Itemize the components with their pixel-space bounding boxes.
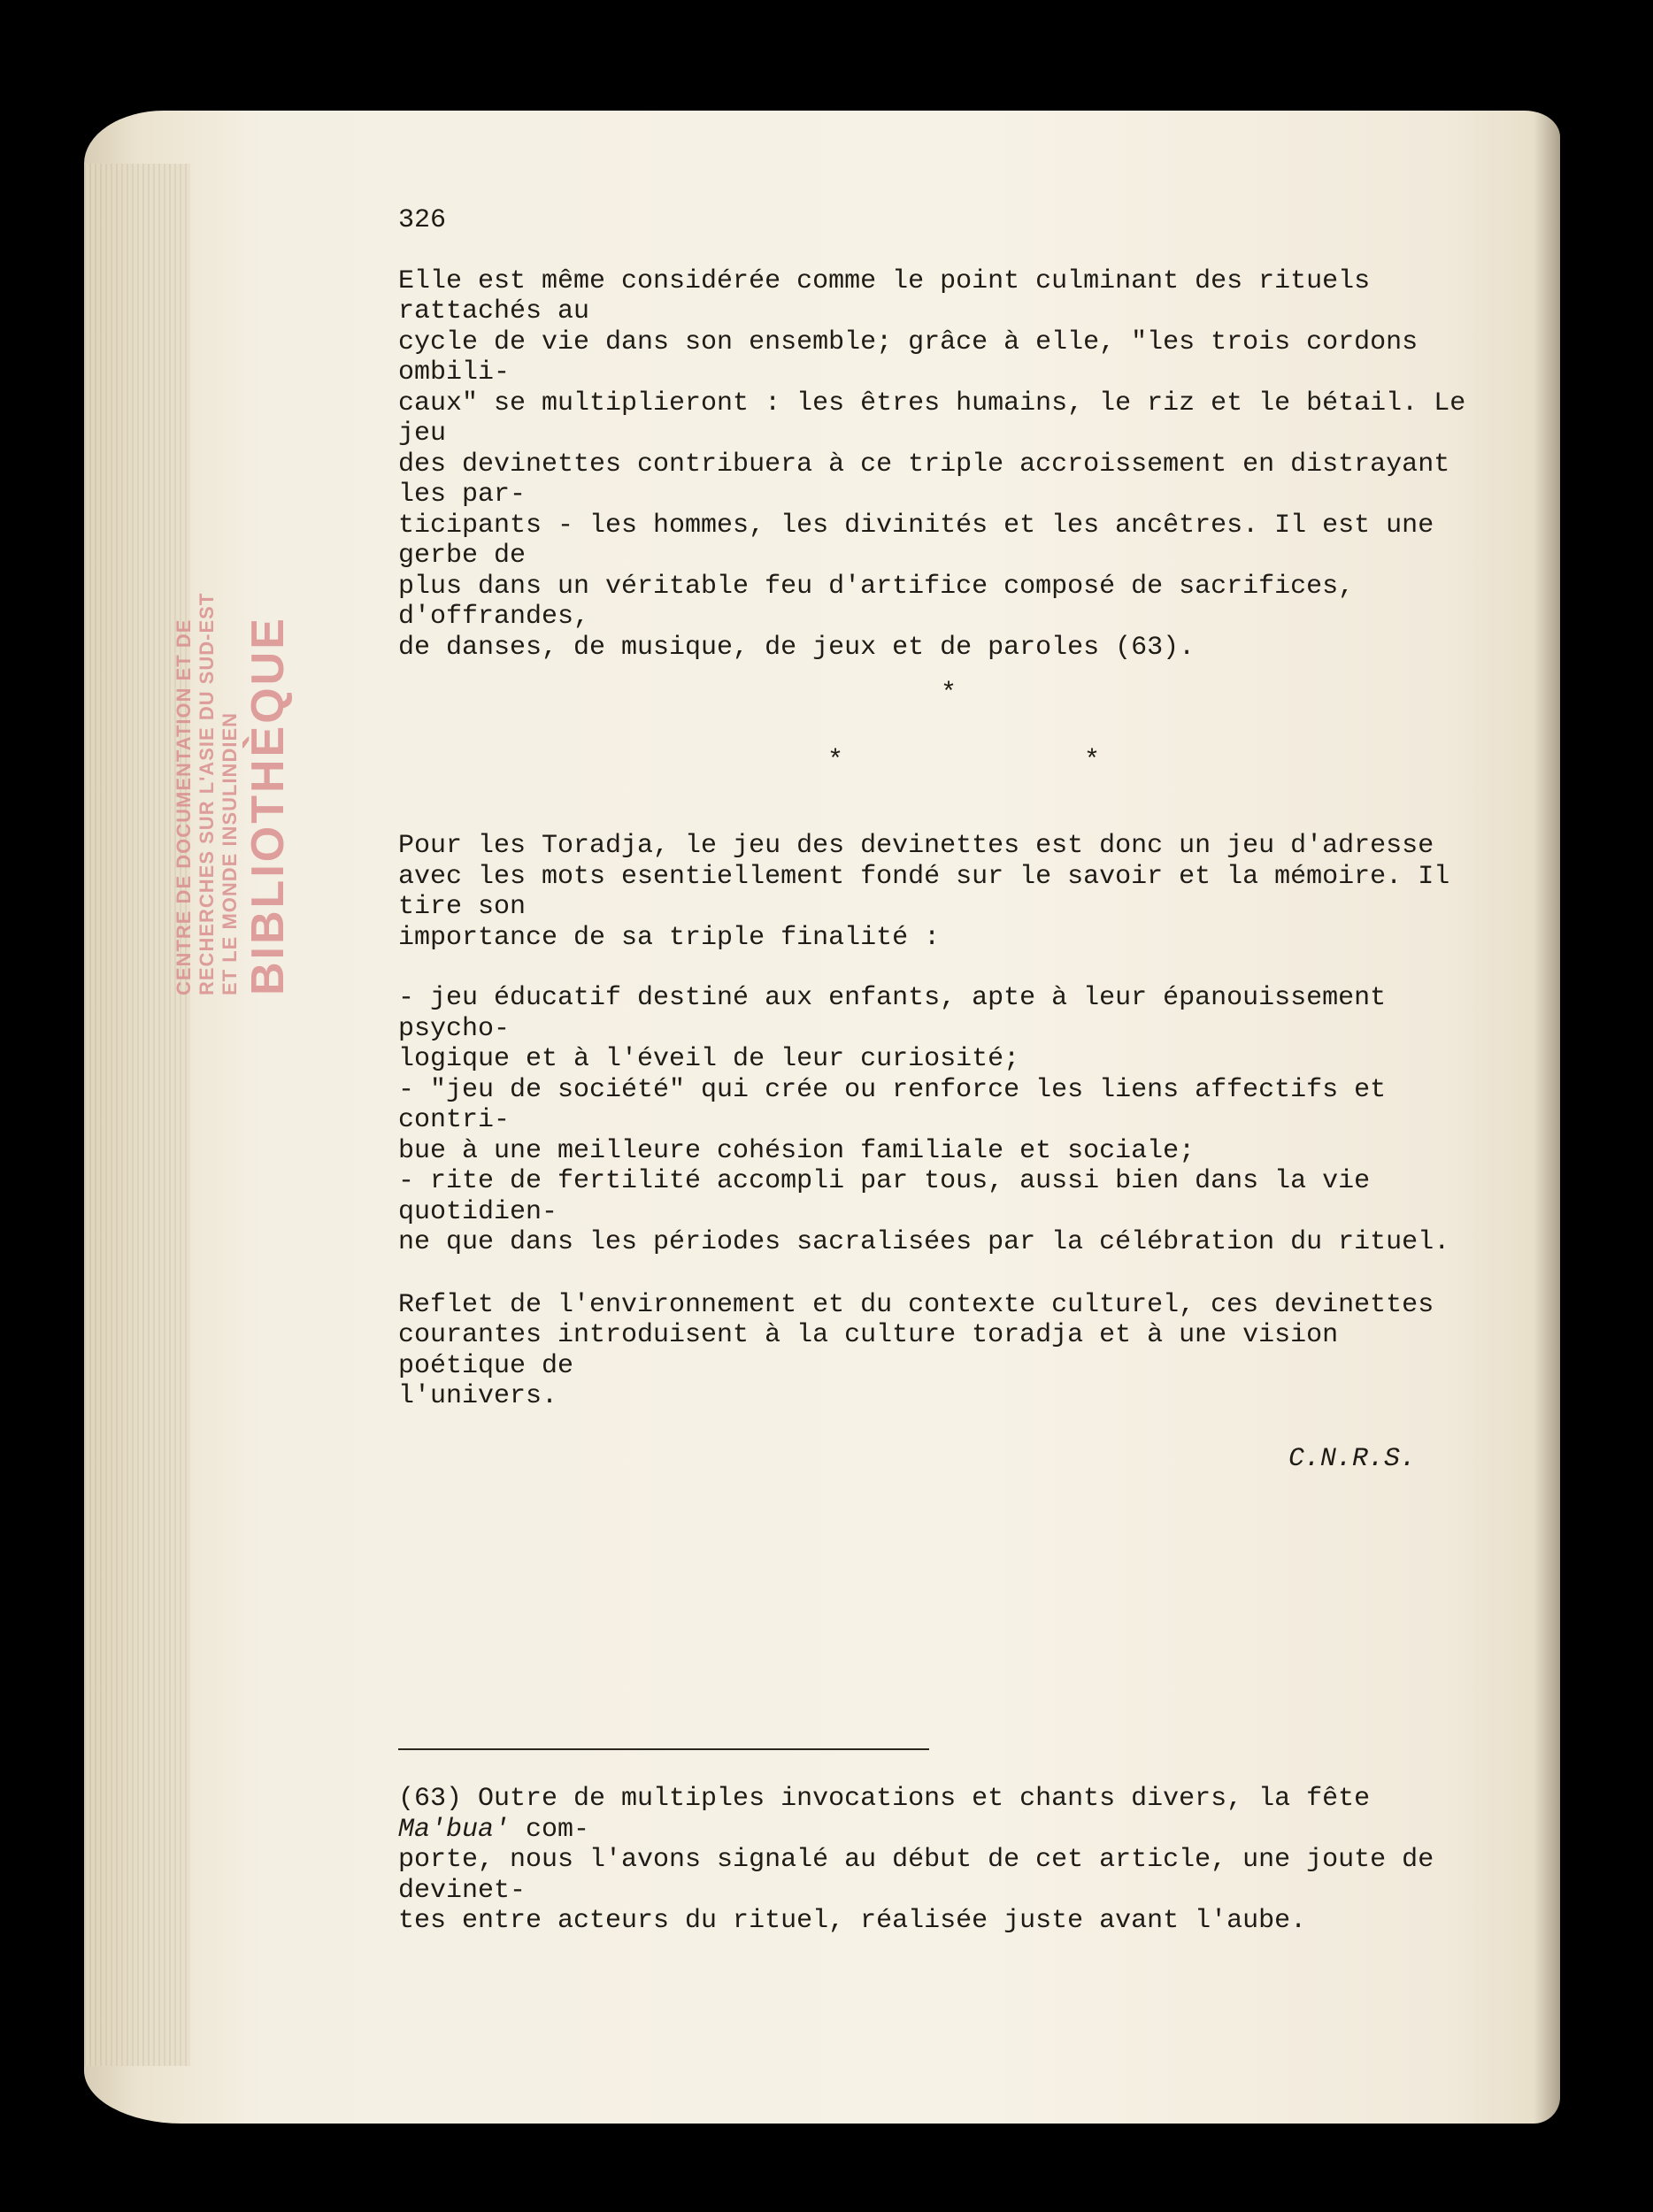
page-number: 326 [398, 205, 447, 235]
footnote-text-start: (63) Outre de multiples invocations et chants divers, la fête [398, 1784, 1371, 1814]
paragraph-toradja: Pour les Toradja, le jeu des devinettes est donc un jeu d'adresse avec les mots esentiellement fondé sur le savoir et la mémoire. Il tire son importance de sa triple finalité : [398, 831, 1450, 953]
paragraph-intro: Elle est même considérée comme le point culminant des rituels rattachés au cycle de vie dans son ensemble; grâce à elle, "les trois cordons ombili- caux" se multiplieront : les êtres humains, le riz et le bétail. Le jeu des devinettes contribuera à ce triple accroissement en distrayant les par- ticipants - les hommes, les divinités et les ancêtres. Il est une gerbe de plus dans un véritable feu d'artifice composé de sacrifices, d'offrandes, de danses, de musique, de jeux et de paroles (63). [398, 265, 1466, 663]
asterisk: * [827, 746, 844, 776]
footnote-63 [398, 1784, 1478, 1937]
stamp-line: CENTRE DE DOCUMENTATION ET DE [173, 618, 195, 995]
stamp-line: RECHERCHES SUR L'ASIE DU SUD-EST [196, 592, 218, 995]
stamp-line: ET LE MONDE INSULINDIEN [219, 711, 241, 995]
footnote-text-end: com- porte, nous l'avons signalé au début de cet article, une joute de devinet- tes entre acteurs du rituel, réalisée juste avant l'aube. [398, 1814, 1434, 1936]
right-edge-shadow [1534, 111, 1560, 2124]
asterisk: * [1084, 746, 1101, 776]
library-stamp [173, 535, 323, 995]
section-separator [398, 663, 1478, 795]
stamp-title: BIBLIOTHÈQUE [242, 616, 294, 995]
page-text [398, 205, 1478, 1937]
author-affiliation: C.N.R.S. [1288, 1443, 1416, 1474]
footnote-italic-term: Ma'bua' [398, 1814, 511, 1845]
paragraph-reflet: Reflet de l'environnement et du contexte culturel, ces devinettes courantes introduisent à la culture toradja et à une vision poétique de l'univers. [398, 1289, 1434, 1411]
asterisk: * [941, 679, 957, 709]
footnote-rule [398, 1748, 929, 1750]
page-edge-shading [84, 164, 190, 2066]
finality-list: - jeu éducatif destiné aux enfants, apte à leur épanouissement psycho- logique et à l'éveil de leur curiosité; - "jeu de société" qui crée ou renforce les liens affectifs et contri- bue à une meilleure cohésion familiale et sociale; - rite de fertilité accompli par tous, aussi bien dans la vie quotidien- ne que dans les périodes sacralisées par la célébration du rituel. [398, 983, 1450, 1257]
